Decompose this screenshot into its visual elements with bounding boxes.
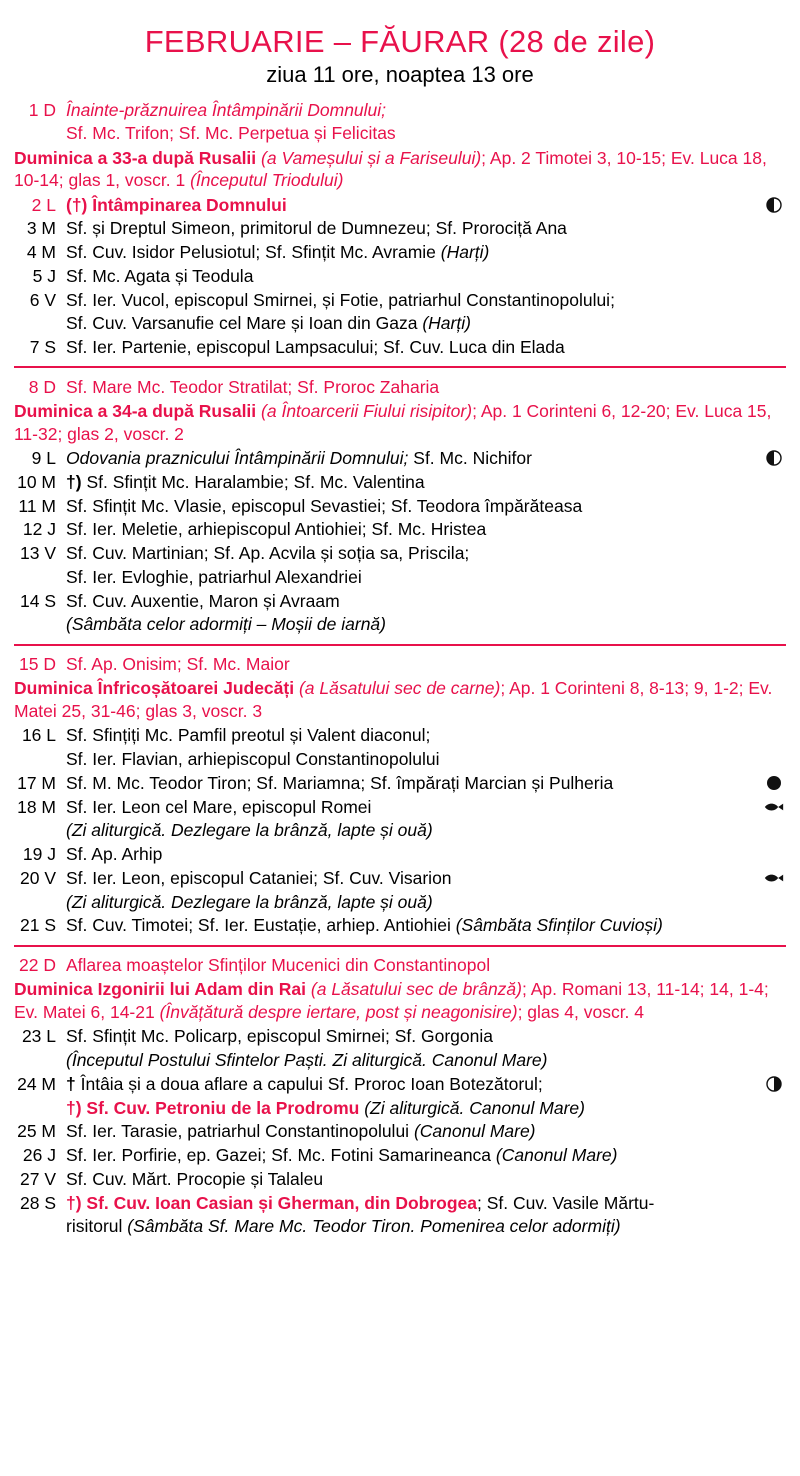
calendar-row	[14, 217, 786, 241]
day-cell: 18 M	[17, 796, 56, 817]
entry-text: Sf. Cuv. Martinian; Sf. Ap. Acvila și soția sa, Priscila;	[66, 543, 470, 563]
calendar-row	[14, 1120, 786, 1144]
moon-first-quarter-icon	[764, 1074, 784, 1094]
day-cell: 13 V	[20, 543, 56, 563]
calendar-row	[14, 1167, 786, 1191]
entry-text: Sf. Sfințiți Mc. Pamfil preotul și Valent diaconul;	[66, 725, 431, 746]
entry-text: Întâia și a doua aflare a capului Sf. Proroc Ioan Botezătorul;	[80, 1073, 543, 1094]
entry-text: †	[66, 1073, 81, 1094]
calendar-row	[14, 494, 786, 518]
entry-text: Sf. Ier. Leon cel Mare, episcopul Romei	[66, 796, 372, 817]
calendar-row	[14, 866, 786, 890]
entry-text: Sf. Sfințit Mc. Vlasie, episcopul Sevastiei; Sf. Teodora împărăteasa	[66, 495, 583, 516]
calendar-row	[14, 542, 786, 566]
day-cell: 11 M	[18, 495, 56, 516]
day-cell: 21 S	[20, 915, 56, 936]
entry-text: (Canonul Mare)	[495, 1145, 618, 1165]
entry-text: Sf. M. Mc. Teodor Tiron; Sf. Mariamna; Sf. împărați Marcian și Pulheria	[66, 772, 614, 793]
day-cell: 5 J	[32, 265, 56, 286]
fish-icon	[764, 797, 784, 817]
entry-text: Sf. Cuv. Timotei; Sf. Ier. Eustație, arhiep. Antiohiei	[66, 915, 456, 936]
entry-text: (Harți)	[440, 242, 490, 262]
week-block	[14, 98, 786, 359]
calendar-row	[14, 748, 786, 772]
entry-line	[66, 590, 786, 613]
entry-line	[66, 447, 786, 470]
calendar-row	[14, 1025, 786, 1049]
day-cell: 3 M	[26, 218, 56, 239]
entry-line	[66, 796, 786, 819]
calendar-row	[14, 565, 786, 589]
entry-line	[66, 843, 786, 866]
calendar-row	[14, 336, 786, 360]
day-cell: 6 V	[29, 289, 56, 310]
entry-line	[66, 891, 786, 914]
entry-text: (Canonul Mare)	[413, 1121, 536, 1142]
calendar-row	[14, 613, 786, 637]
entry-line	[66, 1144, 786, 1167]
entry-line	[66, 867, 786, 890]
page-title: FEBRUARIE – FĂURAR (28 de zile)	[144, 24, 656, 59]
sunday-heading: Duminica Izgonirii lui Adam din Rai (a Lăsatului sec de brânză); Ap. Romani 13, 11-14; 14, 1-4; Ev. Matei 6, 14-21 (Învățătură despre iertare, post și neagonisire); glas 4, voscr. 4	[14, 979, 769, 1022]
entry-text: Sf. Ier. Vucol, episcopul Smirnei, și Fotie, patriarhul Constantinopolului;	[66, 289, 615, 310]
entry-line	[66, 122, 786, 145]
entry-text: (Sâmbăta celor adormiți – Moșii de iarnă)	[66, 614, 386, 635]
entry-text: Sf. Ier. Meletie, arhiepiscopul Antiohiei; Sf. Mc. Hristea	[66, 519, 487, 540]
calendar-row	[14, 954, 786, 978]
entry-text: Sf. Sfințit Mc. Policarp, episcopul Smirnei; Sf. Gorgonia	[66, 1026, 493, 1047]
entry-text: Sf. Ier. Leon, episcopul Cataniei; Sf. Cuv. Visarion	[66, 867, 452, 888]
entry-line	[66, 1097, 786, 1120]
entry-line	[66, 1073, 786, 1096]
calendar-row	[14, 1072, 786, 1096]
calendar-row	[14, 1215, 786, 1239]
moon-new-icon	[764, 773, 784, 793]
fish-icon	[764, 868, 784, 888]
entry-text: Sf. Mc. Trifon; Sf. Mc. Perpetua și Felicitas	[66, 123, 396, 144]
entry-line	[66, 518, 786, 541]
day-cell: 2 L	[31, 194, 56, 215]
entry-line	[66, 653, 786, 676]
entry-text: Sf. Ier. Tarasie, patriarhul Constantinopolului	[66, 1121, 414, 1142]
entry-text: (Zi aliturgică. Dezlegare la brânză, lapte și ouă)	[66, 891, 433, 912]
entry-text: Sf. Ier. Porfirie, ep. Gazei; Sf. Mc. Fotini Samarineanca	[66, 1145, 496, 1165]
entry-text: †) Sf. Cuv. Ioan Casian și Gherman, din Dobrogea	[66, 1192, 478, 1213]
day-cell: 7 S	[29, 337, 56, 357]
entry-line	[66, 495, 786, 518]
calendar-row	[14, 819, 786, 843]
entry-line	[66, 566, 786, 589]
calendar-row	[14, 1144, 786, 1168]
calendar-row	[14, 653, 786, 677]
entry-text: Aflarea moaștelor Sfinților Mucenici din Constantinopol	[66, 955, 491, 975]
day-cell: 16 L	[21, 725, 56, 746]
entry-line	[66, 376, 786, 399]
calendar-row	[14, 312, 786, 336]
moon-last-quarter-icon	[764, 448, 784, 468]
day-cell: 15 D	[19, 654, 56, 674]
entry-text: Sf. Sfințit Mc. Haralambie; Sf. Mc. Valentina	[86, 471, 425, 492]
entry-text: (Zi aliturgică. Canonul Mare)	[364, 1097, 585, 1118]
entry-text: (†) Întâmpinarea Domnului	[66, 194, 287, 215]
calendar-row	[14, 1191, 786, 1215]
calendar-row	[14, 589, 786, 613]
day-cell: 23 L	[21, 1026, 56, 1047]
day-cell: 4 M	[26, 242, 56, 262]
sunday-heading: Duminica a 33-a după Rusalii (a Vameșului și a Fariseului); Ap. 2 Timotei 3, 10-15; Ev. Luca 18, 10-14; glas 1, voscr. 1 (Începutul Triodului)	[14, 147, 767, 191]
week-block	[14, 375, 786, 636]
day-cell: 14 S	[20, 590, 56, 611]
day-cell: 8 D	[28, 376, 56, 397]
day-cell: 27 V	[20, 1168, 56, 1189]
entry-text: Sf. Ap. Onisim; Sf. Mc. Maior	[66, 654, 290, 674]
calendar-row	[14, 447, 786, 471]
entry-line	[66, 1192, 786, 1215]
calendar-row	[14, 890, 786, 914]
week-divider	[14, 644, 786, 646]
entry-line	[66, 1215, 786, 1238]
calendar-row	[14, 193, 786, 217]
entry-text: (Începutul Postului Sfintelor Paști. Zi aliturgică. Canonul Mare)	[66, 1050, 548, 1070]
day-cell: 12 J	[22, 519, 56, 540]
entry-text: Sf. Cuv. Auxentie, Maron și Avraam	[66, 590, 340, 611]
calendar-row	[14, 375, 786, 399]
entry-line	[66, 99, 786, 122]
entry-text: (Sâmbăta Sfinților Cuvioși)	[455, 915, 663, 936]
sunday-heading: Duminica a 34-a după Rusalii (a Întoarcerii Fiului risipitor); Ap. 1 Corinteni 6, 12-20; Ev. Luca 15, 11-32; glas 2, voscr. 2	[14, 401, 772, 444]
moon-last-quarter-icon	[764, 195, 784, 215]
entry-text: (Sâmbăta Sf. Mare Mc. Teodor Tiron. Pomenirea celor adormiți)	[127, 1216, 621, 1237]
calendar-row	[14, 470, 786, 494]
entry-text: Sf. Cuv. Varsanufie cel Mare și Ioan din Gaza	[66, 313, 423, 334]
day-cell: 28 S	[20, 1192, 56, 1213]
week-divider	[14, 945, 786, 947]
entry-line	[66, 914, 786, 937]
week-divider	[14, 366, 786, 368]
entry-text: Sf. Mare Mc. Teodor Stratilat; Sf. Proroc Zaharia	[66, 376, 440, 397]
calendar-row	[14, 288, 786, 312]
day-cell: 10 M	[17, 471, 56, 492]
entry-text: Sf. și Dreptul Simeon, primitorul de Dumnezeu; Sf. Prorociță Ana	[66, 218, 567, 239]
calendar-row	[14, 122, 786, 146]
day-cell: 17 M	[17, 772, 56, 793]
calendar-row	[14, 518, 786, 542]
entry-line	[66, 241, 786, 264]
entry-line	[66, 613, 786, 636]
calendar-row	[14, 1049, 786, 1073]
entry-line	[66, 819, 786, 842]
day-cell: 20 V	[20, 867, 56, 888]
entry-text: risitorul	[66, 1216, 128, 1237]
entry-line	[66, 336, 786, 359]
entry-line	[66, 1120, 786, 1143]
entry-line	[66, 471, 786, 494]
entry-text: Sf. Mc. Nichifor	[413, 448, 532, 468]
entry-line	[66, 312, 786, 335]
entry-text: Sf. Cuv. Mărt. Procopie și Talaleu	[66, 1168, 324, 1189]
day-cell: 24 M	[17, 1073, 56, 1094]
entry-text: Sf. Cuv. Isidor Pelusiotul; Sf. Sfințit Mc. Avramie	[66, 242, 441, 262]
entry-line	[66, 1168, 786, 1191]
day-cell: 1 D	[28, 99, 56, 120]
sunday-heading: Duminica Înfricoșătoarei Judecăți (a Lăsatului sec de carne); Ap. 1 Corinteni 8, 8-13; 9, 1-2; Ev. Matei 25, 31-46; glas 3, voscr. 3	[14, 678, 773, 721]
entry-line	[66, 772, 786, 795]
entry-line	[66, 542, 786, 565]
week-block	[14, 653, 786, 938]
calendar-row	[14, 795, 786, 819]
day-cell: 19 J	[22, 844, 56, 864]
entry-text: Sf. Ier. Flavian, arhiepiscopul Constantinopolului	[66, 749, 440, 769]
entry-line	[66, 954, 786, 977]
entry-text: (Harți)	[422, 313, 471, 334]
entry-line	[66, 265, 786, 288]
entry-line	[66, 1049, 786, 1072]
calendar-row	[14, 1096, 786, 1120]
page-subtitle: ziua 11 ore, noaptea 13 ore	[266, 62, 534, 87]
calendar-row	[14, 264, 786, 288]
entry-line	[66, 748, 786, 771]
entry-text: Sf. Ap. Arhip	[66, 844, 163, 864]
calendar-row	[14, 241, 786, 265]
day-cell: 25 M	[17, 1121, 56, 1142]
entry-text: †) Sf. Cuv. Petroniu de la Prodromu	[66, 1097, 365, 1118]
entry-text: (Zi aliturgică. Dezlegare la brânză, lapte și ouă)	[66, 820, 433, 841]
entry-line	[66, 194, 786, 217]
calendar-row	[14, 98, 786, 122]
calendar-row	[14, 724, 786, 748]
week-block	[14, 954, 786, 1239]
day-cell: 22 D	[19, 955, 56, 975]
entry-text: Odovania praznicului Întâmpinării Domnului;	[66, 448, 414, 468]
calendar-row	[14, 843, 786, 867]
entry-text: Sf. Ier. Evloghie, patriarhul Alexandriei	[66, 566, 362, 587]
entry-text: †)	[66, 471, 87, 492]
entry-line	[66, 289, 786, 312]
entry-line	[66, 1025, 786, 1048]
calendar-row	[14, 914, 786, 938]
entry-text: ; Sf. Cuv. Vasile Mărtu-	[477, 1192, 655, 1213]
day-cell: 26 J	[22, 1145, 56, 1165]
calendar-row	[14, 771, 786, 795]
entry-line	[66, 217, 786, 240]
entry-line	[66, 724, 786, 747]
entry-text: Sf. Ier. Partenie, episcopul Lampsacului; Sf. Cuv. Luca din Elada	[66, 337, 565, 357]
calendar-body	[14, 98, 786, 1239]
day-cell: 9 L	[31, 448, 56, 468]
entry-text: Sf. Mc. Agata și Teodula	[66, 265, 254, 286]
entry-text: Înainte-prăznuirea Întâmpinării Domnului;	[66, 99, 387, 120]
